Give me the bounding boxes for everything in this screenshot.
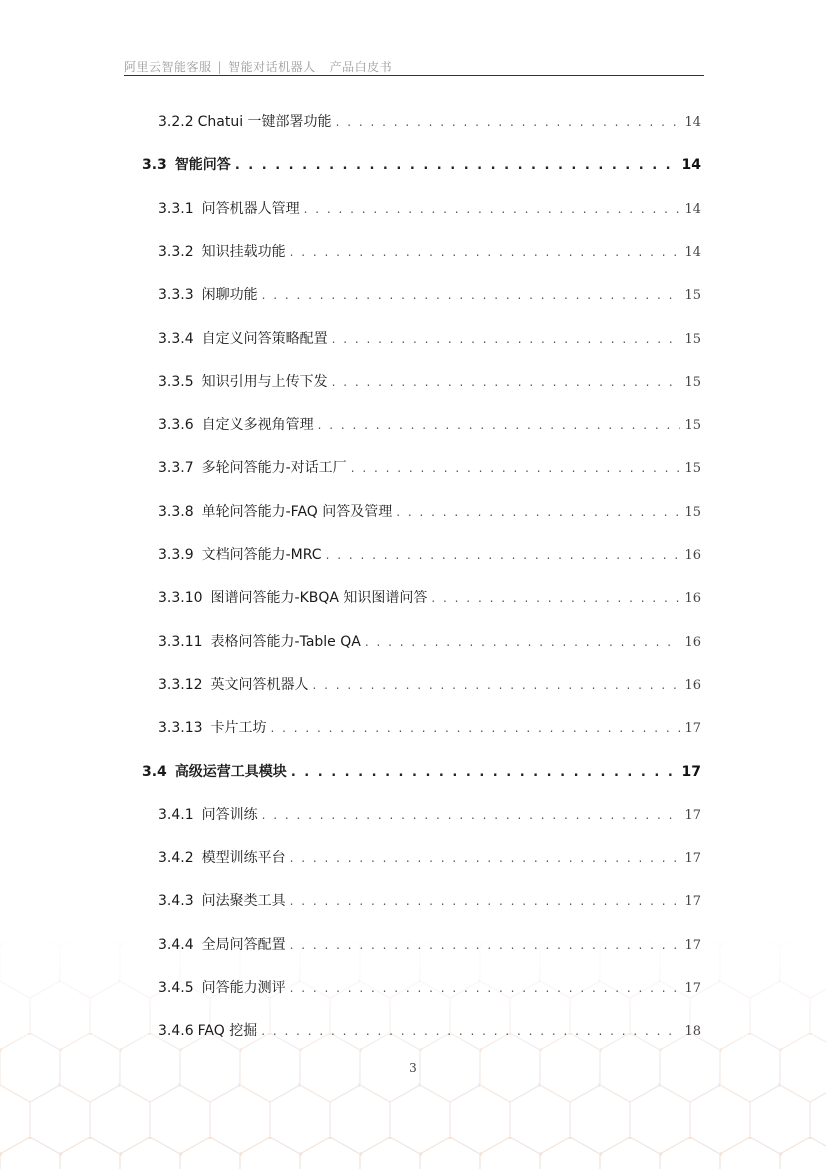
toc-entry-number: 3.3.4 — [158, 330, 194, 347]
toc-entry[interactable] — [158, 1019, 701, 1043]
toc-entry-number: 3.3.12 — [158, 676, 203, 693]
toc-entry-page: 16 — [684, 591, 701, 607]
toc-entry-page: 17 — [684, 894, 701, 910]
toc-entry-title: 问法聚类工具 — [201, 893, 286, 910]
toc-entry-title: 图谱问答能力-KBQA 知识图谱问答 — [210, 590, 428, 607]
toc-entry-page: 15 — [684, 461, 701, 477]
toc-dot-leader — [262, 803, 681, 827]
toc-entry-page: 15 — [684, 418, 701, 434]
toc-dot-leader — [290, 240, 681, 264]
toc-entry-number: 3.3 — [142, 157, 167, 174]
toc-dot-leader — [261, 1019, 680, 1043]
toc-entry-number: 3.3.7 — [158, 460, 194, 477]
toc-entry-title: 知识引用与上传下发 — [201, 373, 328, 390]
background-hex-pattern — [0, 929, 826, 1169]
toc-dot-leader — [332, 327, 681, 351]
toc-entry-title: 文档问答能力-MRC — [201, 547, 322, 563]
toc-entry-page: 15 — [684, 504, 701, 520]
page-number: 3 — [409, 1061, 417, 1075]
toc-entry-page: 17 — [684, 721, 701, 737]
toc-entry-number: 3.3.11 — [158, 633, 203, 650]
toc-entry-title: 表格问答能力-Table QA — [210, 633, 361, 650]
toc-entry-number: 3.3.6 — [158, 417, 194, 434]
toc-entry-number: 3.4.2 — [158, 850, 194, 867]
toc-entry-number: 3.3.3 — [158, 287, 194, 304]
toc-dot-leader — [336, 110, 681, 134]
toc-entry-number: 3.3.13 — [158, 720, 203, 737]
toc-entry[interactable] — [158, 110, 701, 134]
toc-entry[interactable] — [158, 673, 701, 697]
toc-entry-page: 16 — [684, 634, 701, 650]
toc-entry-page: 17 — [684, 937, 701, 953]
toc-dot-leader — [431, 586, 680, 610]
toc-entry-page: 14 — [684, 244, 701, 260]
toc-entry-page: 15 — [684, 288, 701, 304]
toc-entry-number: 3.4 — [142, 763, 167, 780]
toc-entry-number: 3.3.1 — [158, 200, 194, 217]
toc-dot-leader — [365, 630, 681, 654]
toc-entry-title: 问答机器人管理 — [201, 200, 300, 217]
toc-entry-title: 知识挂载功能 — [201, 243, 286, 260]
toc-entry[interactable] — [158, 283, 701, 307]
toc-entry-page: 17 — [684, 851, 701, 867]
header-rule — [124, 75, 704, 76]
toc-entry[interactable] — [158, 500, 701, 524]
toc-entry[interactable] — [158, 327, 701, 351]
header-brand: 阿里云智能客服 — [124, 60, 212, 74]
toc-dot-leader — [271, 716, 681, 740]
header-separator: | — [217, 60, 223, 74]
toc-dot-leader — [291, 761, 678, 785]
toc-dot-leader — [290, 846, 681, 870]
toc-entry-number: 3.3.2 — [158, 243, 194, 260]
toc-entry-title: 高级运营工具模块 — [174, 763, 287, 780]
toc-entry-page: 14 — [681, 157, 701, 174]
toc-entry[interactable] — [142, 760, 701, 784]
toc-entry-title: 模型训练平台 — [201, 850, 286, 867]
toc-dot-leader — [290, 976, 681, 1000]
toc-entry[interactable] — [142, 153, 701, 177]
toc-entry[interactable] — [158, 197, 701, 221]
toc-dot-leader — [313, 673, 681, 697]
toc-entry-title: 英文问答机器人 — [210, 676, 309, 693]
toc-dot-leader — [290, 889, 681, 913]
toc-entry-page: 14 — [684, 201, 701, 217]
toc-entry-title: 多轮问答能力-对话工厂 — [201, 460, 347, 477]
toc-entry-number: 3.3.9 — [158, 547, 194, 563]
toc-dot-leader — [326, 543, 681, 567]
header-doc-type: 产品白皮书 — [329, 60, 393, 74]
toc-dot-leader — [396, 500, 680, 524]
toc-entry-title: Chatui 一键部署功能 — [197, 114, 332, 130]
toc-entry-title: FAQ 挖掘 — [197, 1023, 258, 1040]
toc-entry-number: 3.3.5 — [158, 373, 194, 390]
toc-entry-title: 全局问答配置 — [201, 936, 286, 953]
toc-entry-title: 智能问答 — [174, 157, 231, 174]
toc-entry-title: 闲聊功能 — [201, 287, 258, 304]
toc-entry-title: 单轮问答能力-FAQ 问答及管理 — [201, 503, 393, 520]
toc-entry-number: 3.4.5 — [158, 980, 194, 996]
toc-entry-page: 15 — [684, 374, 701, 390]
toc-entry-page: 17 — [681, 763, 701, 780]
toc-entry[interactable] — [158, 846, 701, 870]
toc-entry-title: 自定义问答策略配置 — [201, 330, 328, 347]
toc-entry[interactable] — [158, 413, 701, 437]
toc-dot-leader — [290, 933, 681, 957]
toc-dot-leader — [332, 370, 681, 394]
toc-entry[interactable] — [158, 889, 701, 913]
toc-entry-page: 14 — [684, 115, 701, 130]
toc-entry-title: 自定义多视角管理 — [201, 417, 314, 434]
toc-entry-title: 卡片工坊 — [210, 720, 267, 737]
toc-entry[interactable] — [158, 630, 701, 654]
toc-entry-number: 3.4.6 — [158, 1023, 194, 1040]
toc-entry-page: 15 — [684, 331, 701, 347]
toc-entry-number: 3.2.2 — [158, 114, 194, 130]
toc-entry-number: 3.4.4 — [158, 936, 194, 953]
toc-entry-number: 3.3.8 — [158, 503, 194, 520]
toc-entry[interactable] — [158, 976, 701, 1000]
toc-entry-title: 问答能力测评 — [201, 980, 286, 996]
toc-entry[interactable] — [158, 716, 701, 740]
header-product: 智能对话机器人 — [228, 60, 316, 74]
toc-entry-page: 17 — [684, 807, 701, 823]
toc-entry[interactable] — [158, 370, 701, 394]
toc-entry-page: 18 — [684, 1024, 701, 1040]
toc-entry-number: 3.4.1 — [158, 806, 194, 823]
toc-entry[interactable] — [158, 543, 701, 567]
toc-entry-page: 17 — [684, 981, 701, 996]
toc-entry[interactable] — [158, 456, 701, 480]
toc-entry[interactable] — [158, 933, 701, 957]
toc-dot-leader — [235, 154, 678, 178]
toc-entry[interactable] — [158, 240, 701, 264]
toc-entry-number: 3.3.10 — [158, 590, 203, 607]
toc-dot-leader — [318, 413, 681, 437]
page-header — [124, 58, 704, 75]
toc-entry-number: 3.4.3 — [158, 893, 194, 910]
toc-dot-leader — [351, 456, 681, 480]
toc-dot-leader — [262, 283, 681, 307]
toc-entry-title: 问答训练 — [201, 806, 258, 823]
toc-entry[interactable] — [158, 803, 701, 827]
toc-entry-page: 16 — [684, 548, 701, 563]
toc-entry[interactable] — [158, 586, 701, 610]
toc-entry-page: 16 — [684, 677, 701, 693]
toc-dot-leader — [304, 197, 681, 221]
